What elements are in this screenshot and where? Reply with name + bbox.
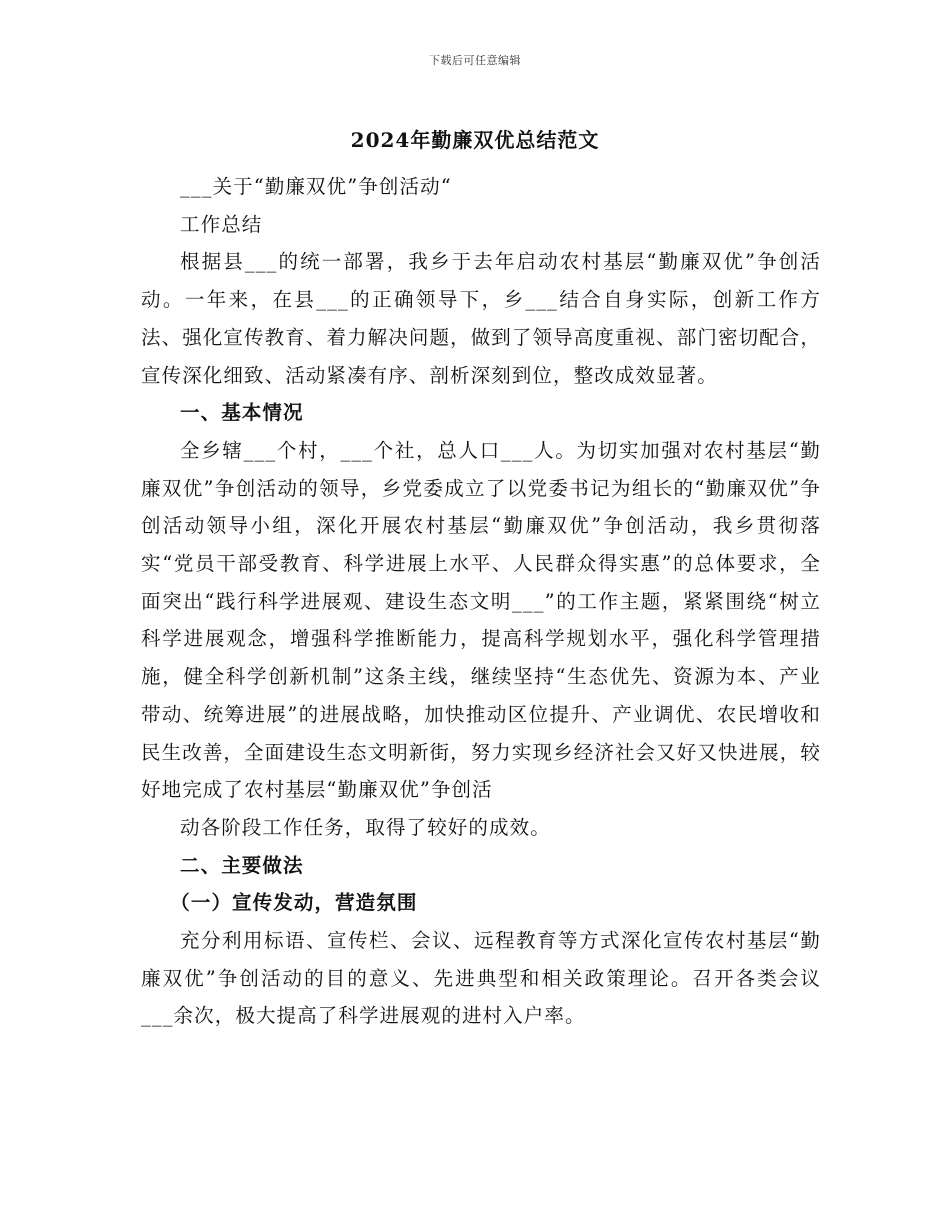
page-header: 下载后可任意编辑 [429, 54, 521, 67]
paragraph: ___关于“勤廉双优”争创活动“ [180, 175, 452, 198]
subsection-heading: （一）宣传发动，营造氛围 [170, 891, 418, 915]
paragraph: 动各阶段工作任务，取得了较好的成效。 [180, 815, 551, 839]
section-heading: 二、主要做法 [180, 853, 304, 877]
paragraph: 全乡辖___个村，___个社，总人口___人。为切实加强对农村基层“勤廉双优”争创活动的领导，乡党委成立了以党委书记为组长的“勤廉双优”争创活动领导小组，深化开展农村基层“勤廉双优”争创活动，我乡贯彻落实“党员干部受教育、科学进展上水平、人民群众得实惠”的总体要求，全面突出“践行科学进展观、建设生态文明___”的工作主题，紧紧围绕“树立科学进展观念，增强科学推断能力，提高科学规划水平，强化科学管理措施，健全科学创新机制”这条主线，继续坚持“生态优先、资源为本、产业带动、统筹进展”的进展战略，加快推动区位提升、产业调优、农民增收和民生改善，全面建设生态文明新街，努力实现乡经济社会又好又快进展，较好地完成了农村基层“勤廉双优”争创活 [141, 438, 821, 802]
paragraph: 工作总结 [180, 212, 263, 236]
paragraph: 根据县___的统一部署，我乡于去年启动农村基层“勤廉双优”争创活动。一年来，在县___的正确领导下，乡___结合自身实际，创新工作方法、强化宣传教育、着力解决问题，做到了领导高度重视、部门密切配合，宣传深化细致、活动紧凑有序、剖析深刻到位，整改成效显著。 [141, 250, 821, 387]
paragraph: 充分利用标语、宣传栏、会议、远程教育等方式深化宣传农村基层“勤廉双优”争创活动的目的意义、先进典型和相关政策理论。召开各类会议___余次，极大提高了科学进展观的进村入户率。 [141, 929, 821, 1028]
section-heading: 一、基本情况 [180, 401, 304, 425]
document-title: 2024年勤廉双优总结范文 [350, 128, 600, 152]
document-body [141, 168, 821, 1035]
